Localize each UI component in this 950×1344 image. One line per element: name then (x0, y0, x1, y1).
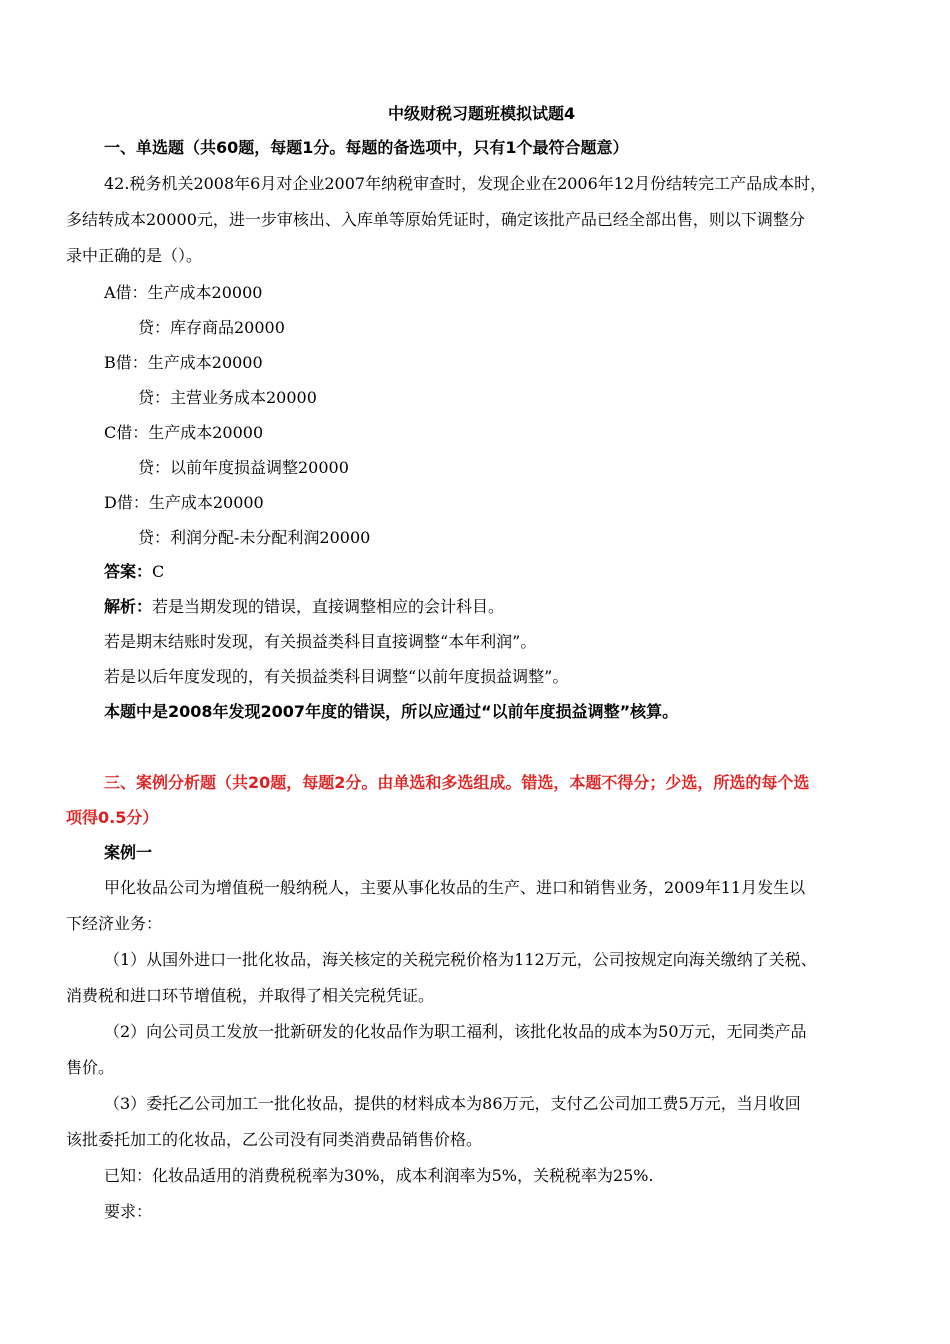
case-item-3-line-1: （3）委托乙公司加工一批化妆品，提供的材料成本为86万元，支付乙公司加工费5万元，当月收回 (104, 1094, 801, 1113)
option-c-credit: 贷：以前年度损益调整20000 (138, 458, 349, 477)
case-requirement: 要求： (104, 1202, 153, 1221)
analysis-label: 解析： (104, 597, 153, 616)
answer (104, 562, 164, 582)
case-item-3-line-2: 该批委托加工的化妆品，乙公司没有同类消费品销售价格。 (66, 1130, 483, 1149)
option-b-credit: 贷：主营业务成本20000 (138, 388, 317, 407)
case-intro-line-2: 下经济业务： (66, 914, 163, 933)
analysis-text: 若是当期发现的错误，直接调整相应的会计科目。 (152, 597, 505, 616)
question-stem-line-1: 42.税务机关2008年6月对企业2007年纳税审查时，发现企业在2006年12月份结转完工产品成本时， (104, 174, 827, 193)
option-c-debit: C借：生产成本20000 (104, 423, 264, 442)
analysis-line-1 (104, 597, 504, 617)
case-item-2-line-2: 售价。 (66, 1058, 115, 1077)
option-d-debit: D借：生产成本20000 (104, 493, 264, 512)
question-stem-line-3: 录中正确的是（）。 (66, 246, 203, 265)
question-stem-line-2: 多结转成本20000元，进一步审核出、入库单等原始凭证时，确定该批产品已经全部出售，则以下调整分 (66, 210, 805, 229)
section3-heading-line-2: 项得0.5分） (66, 808, 159, 827)
document-title: 中级财税习题班模拟试题4 (388, 104, 576, 123)
case-title: 案例一 (104, 843, 153, 862)
analysis-line-3: 若是以后年度发现的，有关损益类科目调整“以前年度损益调整”。 (104, 667, 569, 686)
section3-heading-line-1: 三、案例分析题（共20题，每题2分。由单选和多选组成。错选，本题不得分；少选，所选的每个选 (104, 773, 810, 792)
case-known: 已知：化妆品适用的消费税税率为30%，成本利润率为5%，关税税率为25%. (104, 1166, 654, 1185)
case-item-2-line-1: （2）向公司员工发放一批新研发的化妆品作为职工福利，该批化妆品的成本为50万元，无同类产品 (104, 1022, 807, 1041)
option-b-debit: B借：生产成本20000 (104, 353, 263, 372)
answer-label: 答案： (104, 562, 153, 581)
answer-value: C (152, 562, 165, 581)
option-d-credit: 贷：利润分配-未分配利润20000 (138, 528, 371, 547)
analysis-line-2: 若是期末结账时发现，有关损益类科目直接调整“本年利润”。 (104, 632, 537, 651)
case-item-1-line-1: （1）从国外进口一批化妆品，海关核定的关税完税价格为112万元，公司按规定向海关缴纳了关税、 (104, 950, 817, 969)
case-intro-line-1: 甲化妆品公司为增值税一般纳税人，主要从事化妆品的生产、进口和销售业务，2009年11月发生以 (104, 878, 806, 897)
analysis-conclusion: 本题中是2008年发现2007年度的错误，所以应通过“以前年度损益调整”核算。 (104, 702, 679, 721)
option-a-debit: A借：生产成本20000 (104, 283, 263, 302)
section1-heading: 一、单选题（共60题，每题1分。每题的备选项中，只有1个最符合题意） (104, 138, 629, 157)
case-item-1-line-2: 消费税和进口环节增值税，并取得了相关完税凭证。 (66, 986, 435, 1005)
option-a-credit: 贷：库存商品20000 (138, 318, 285, 337)
